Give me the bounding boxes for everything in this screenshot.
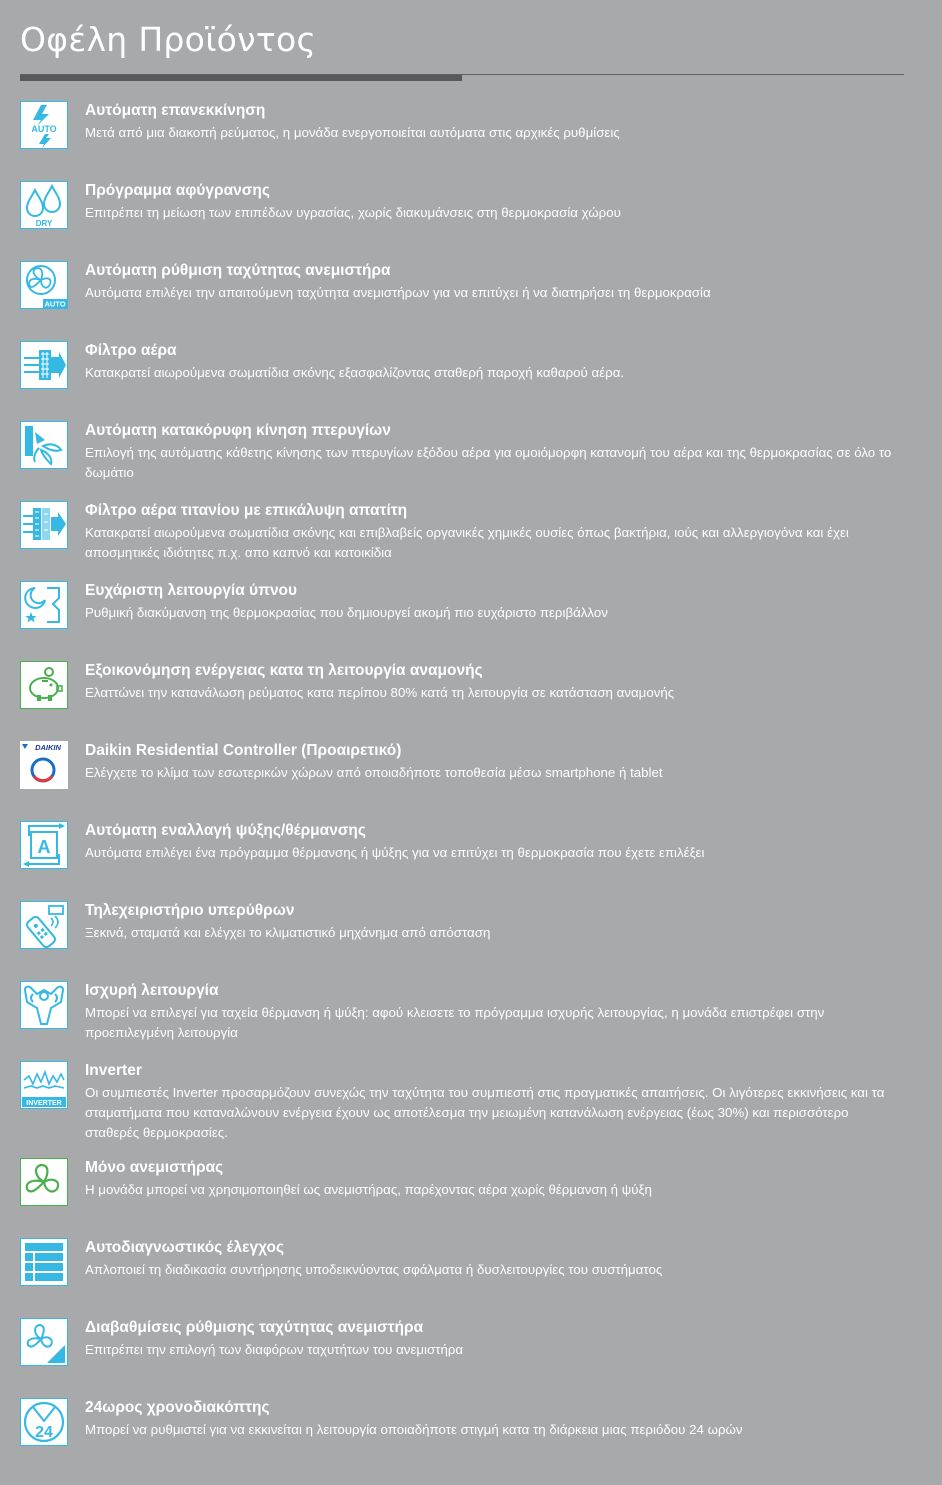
- titanium-apatite-filter-icon: [20, 501, 68, 549]
- feature-description: Ελαττώνει την κατανάλωση ρεύματος κατα περίπου 80% κατά τη λειτουργία σε κατάσταση αναμονής: [85, 685, 675, 700]
- feature-title: Αυτόματη ρύθμιση ταχύτητας ανεμιστήρα: [85, 262, 391, 279]
- vertical-swing-icon: [20, 421, 68, 469]
- feature-description: Αυτόματα επιλέγει την απαιτούμενη ταχύτητα ανεμιστήρων για να επιτύχει ή να διατηρήσει τη θερμοκρασία: [85, 285, 711, 300]
- standby-energy-saving-icon: [20, 661, 68, 709]
- feature-title: Εξοικονόμηση ενέργειας κατα τη λειτουργία αναμονής: [85, 662, 483, 679]
- feature-description: Αυτόματα επιλέγει ένα πρόγραμμα θέρμανσης ή ψύξης για να επιτύχει τη θερμοκρασία που έχετε επιλέξει: [85, 845, 705, 860]
- fan-speed-steps-icon: [20, 1318, 68, 1366]
- feature-title: Πρόγραμμα αφύγρανσης: [85, 182, 270, 199]
- feature-title: Ευχάριστη λειτουργία ύπνου: [85, 582, 298, 599]
- timer-24h-icon: [20, 1398, 68, 1446]
- feature-title: Διαβαθμίσεις ρύθμισης ταχύτητας ανεμιστήρα: [85, 1319, 424, 1336]
- inverter-icon: [20, 1061, 68, 1109]
- feature-description: Κατακρατεί αιωρούμενα σωματίδια σκόνης εξασφαλίζοντας σταθερή παροχή καθαρού αέρα.: [85, 365, 625, 380]
- air-filter-icon: [20, 341, 68, 389]
- powerful-mode-icon: [20, 981, 68, 1029]
- feature-title: Φίλτρο αέρα τιτανίου με επικάλυψη απατίτη: [85, 502, 408, 519]
- daikin-controller-icon: [20, 741, 68, 789]
- feature-description: Ρυθμική διακύμανση της θερμοκρασίας που δημιουργεί ακομή πιο ευχάριστο περιβάλλον: [85, 605, 608, 620]
- dry-mode-icon: [20, 181, 68, 229]
- feature-description: Ελέγχετε το κλίμα των εσωτερικών χώρων από οποιαδήποτε τοποθεσία μέσω smartphone ή tablet: [85, 765, 663, 780]
- feature-description: Επιτρέπει τη μείωση των επιπέδων υγρασίας, χωρίς διακυμάνσεις στη θερμοκρασία χώρου: [85, 205, 621, 220]
- feature-description: Οι συμπιεστές Inverter προσαρμόζουν συνεχώς την ταχύτητα του συμπιεστή στις πραγματικές απαιτήσεις. Οι λιγότερες εκκινήσεις και τα σταματήματα που καταναλώνουν ενέργεια έχουν ως αποτέλεσμα την μειωμένη κατανάλωση ενέργειας (έως 30%) και περισσότερο σταθερές θερμοκρασίες.: [85, 1085, 885, 1140]
- svg-text:DAIKIN: DAIKIN: [35, 743, 61, 752]
- feature-title: 24ωρος χρονοδιακόπτης: [85, 1399, 270, 1416]
- feature-description: Ξεκινά, σταματά και ελέγχει το κλιματιστικό μηχάνημα από απόσταση: [85, 925, 491, 940]
- feature-title: Inverter: [85, 1062, 142, 1079]
- feature-description: Μπορεί να ρυθμιστεί για να εκκινείται η λειτουργία οποιαδήποτε στιγμή κατα τη διάρκεια μιας περιόδου 24 ωρών: [85, 1422, 743, 1437]
- auto-changeover-icon: [20, 821, 68, 869]
- fan-only-icon: [20, 1158, 68, 1206]
- feature-title: Αυτόματη κατακόρυφη κίνηση πτερυγίων: [85, 422, 391, 439]
- svg-text:DRY: DRY: [35, 219, 53, 228]
- feature-title: Μόνο ανεμιστήρας: [85, 1159, 224, 1176]
- infrared-remote-icon: [20, 901, 68, 949]
- feature-title: Αυτόματη εναλλαγή ψύξης/θέρμανσης: [85, 822, 366, 839]
- feature-description: Μετά από μια διακοπή ρεύματος, η μονάδα ενεργοποιείται αυτόματα στις αρχικές ρυθμίσεις: [85, 125, 620, 140]
- svg-text:AUTO: AUTO: [44, 299, 66, 308]
- sleep-mode-icon: [20, 581, 68, 629]
- auto-fan-speed-icon: [20, 261, 68, 309]
- auto-restart-icon: [20, 101, 68, 149]
- feature-description: Επιτρέπει την επιλογή των διαφόρων ταχυτήτων του ανεμιστήρα: [85, 1342, 464, 1357]
- feature-title: Ισχυρή λειτουργία: [85, 982, 219, 999]
- self-diagnosis-icon: [20, 1238, 68, 1286]
- feature-title: Τηλεχειριστήριο υπερύθρων: [85, 902, 295, 919]
- feature-title: Αυτόματη επανεκκίνηση: [85, 102, 266, 119]
- feature-title: Αυτοδιαγνωστικός έλεγχος: [85, 1239, 285, 1256]
- feature-description: Απλοποιεί τη διαδικασία συντήρησης υποδεικνύοντας σφάλματα ή δυσλειτουργίες του συστήματος: [85, 1262, 663, 1277]
- feature-title: Daikin Residential Controller (Προαιρετικό): [85, 742, 402, 759]
- title-underline: [20, 75, 462, 81]
- svg-text:AUTO: AUTO: [31, 124, 57, 134]
- svg-text:A: A: [37, 837, 51, 857]
- feature-title: Φίλτρο αέρα: [85, 342, 177, 359]
- feature-description: Επιλογή της αυτόματης κάθετης κίνησης των πτερυγίων εξόδου αέρα για ομοιόμορφη κατανομή του αέρα και της θερμοκρασίας σε όλο το δωμάτιο: [85, 445, 892, 480]
- svg-text:24: 24: [35, 1424, 53, 1441]
- feature-description: Κατακρατεί αιωρούμενα σωματίδια σκόνης και επιβλαβείς οργανικές χημικές ουσίες όπως βακτήρια, ιούς και αλλεργιογόνα και έχει αποσμητικές ιδιότητες π.χ. απο καπνό και κατοικίδια: [85, 525, 849, 560]
- feature-description: Μπορεί να επιλεγεί για ταχεία θέρμανση ή ψύξη: αφού κλεισετε το πρόγραμμα ισχυρής λειτουργίας, η μονάδα επιστρέφει στην προεπιλεγμένη λειτουργία: [85, 1005, 825, 1040]
- feature-description: Η μονάδα μπορεί να χρησιμοποιηθεί ως ανεμιστήρας, παρέχοντας αέρα χωρίς θέρμανση ή ψύξη: [85, 1182, 652, 1197]
- page-title: Οφέλη Προϊόντος: [20, 20, 317, 59]
- svg-text:INVERTER: INVERTER: [26, 1100, 62, 1107]
